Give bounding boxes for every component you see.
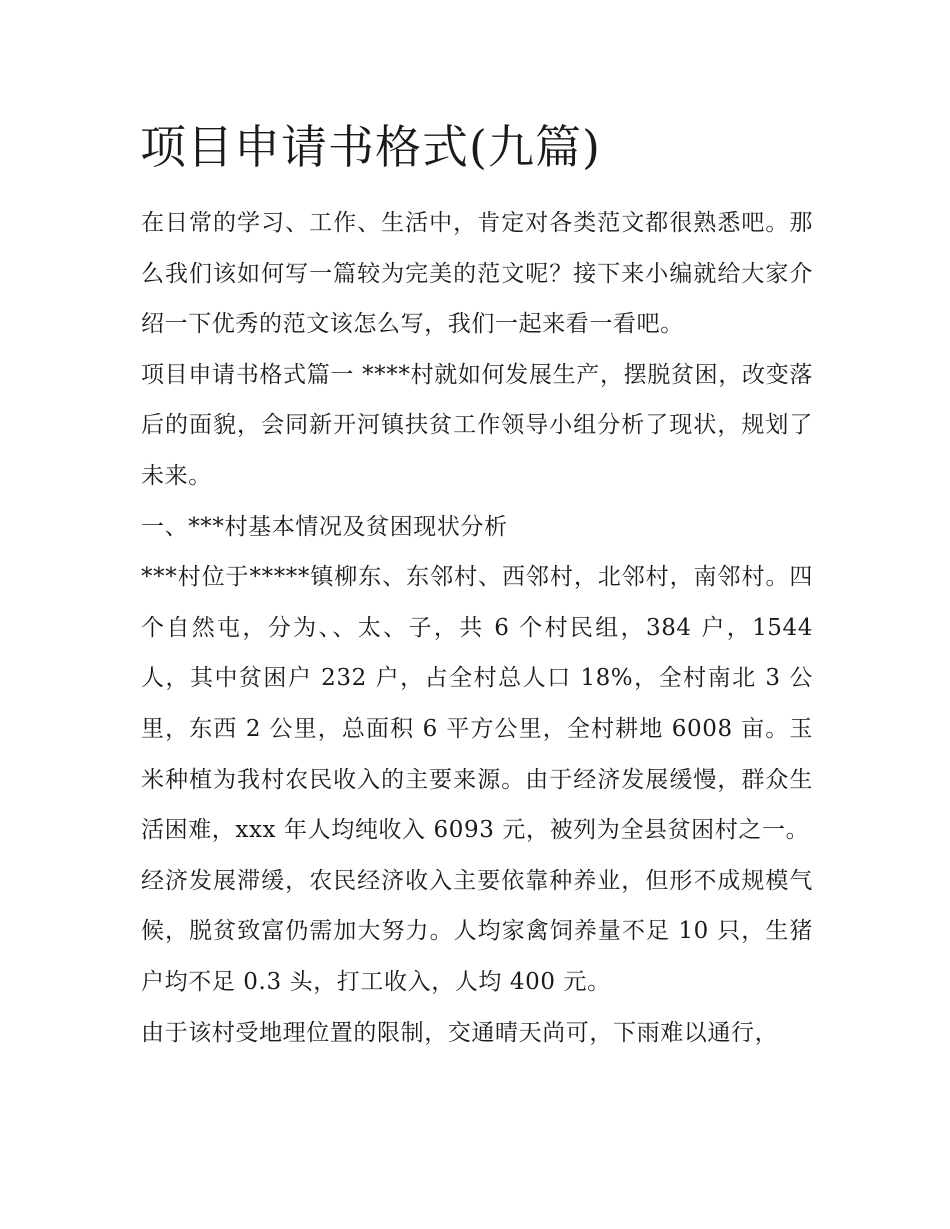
paragraph-section-one: 项目申请书格式篇一 ****村就如何发展生产，摆脱贫困，改变落后的面貌，会同新开河镇扶贫工作领导小组分析了现状，规划了未来。 [141,361,813,489]
document-body [141,198,813,1058]
paragraph-geography: 由于该村受地理位置的限制，交通晴天尚可，下雨难以通行， [141,1019,779,1046]
paragraph-village-info: ***村位于*****镇柳东、东邻村、西邻村，北邻村，南邻村。四个自然屯，分为、、太、子，共 6 个村民组，384 户，1544 人，其中贫困户 232 户，占全村总人口 18%，全村南北 3 公里，东西 2 公里，总面积 6 平方公里，全村耕地 6008 亩。玉米种植为我村农民收入的主要来源。由于经济发展缓慢，群众生活困难，xxx 年人均纯收入 6093 元，被列为全县贫困村之一。 [141,564,813,844]
paragraph-intro: 在日常的学习、工作、生活中，肯定对各类范文都很熟悉吧。那么我们该如何写一篇较为完美的范文呢？接下来小编就给大家介绍一下优秀的范文该怎么写，我们一起来看一看吧。 [141,210,813,338]
section-heading: 一、***村基本情况及贫困现状分析 [141,513,508,540]
document-title: 项目申请书格式(九篇) [140,120,601,174]
paragraph-economy: 经济发展滞缓，农民经济收入主要依靠种养业，但形不成规模气候，脱贫致富仍需加大努力。人均家禽饲养量不足 10 只，生猪户均不足 0.3 头，打工收入，人均 400 元。 [141,867,813,995]
